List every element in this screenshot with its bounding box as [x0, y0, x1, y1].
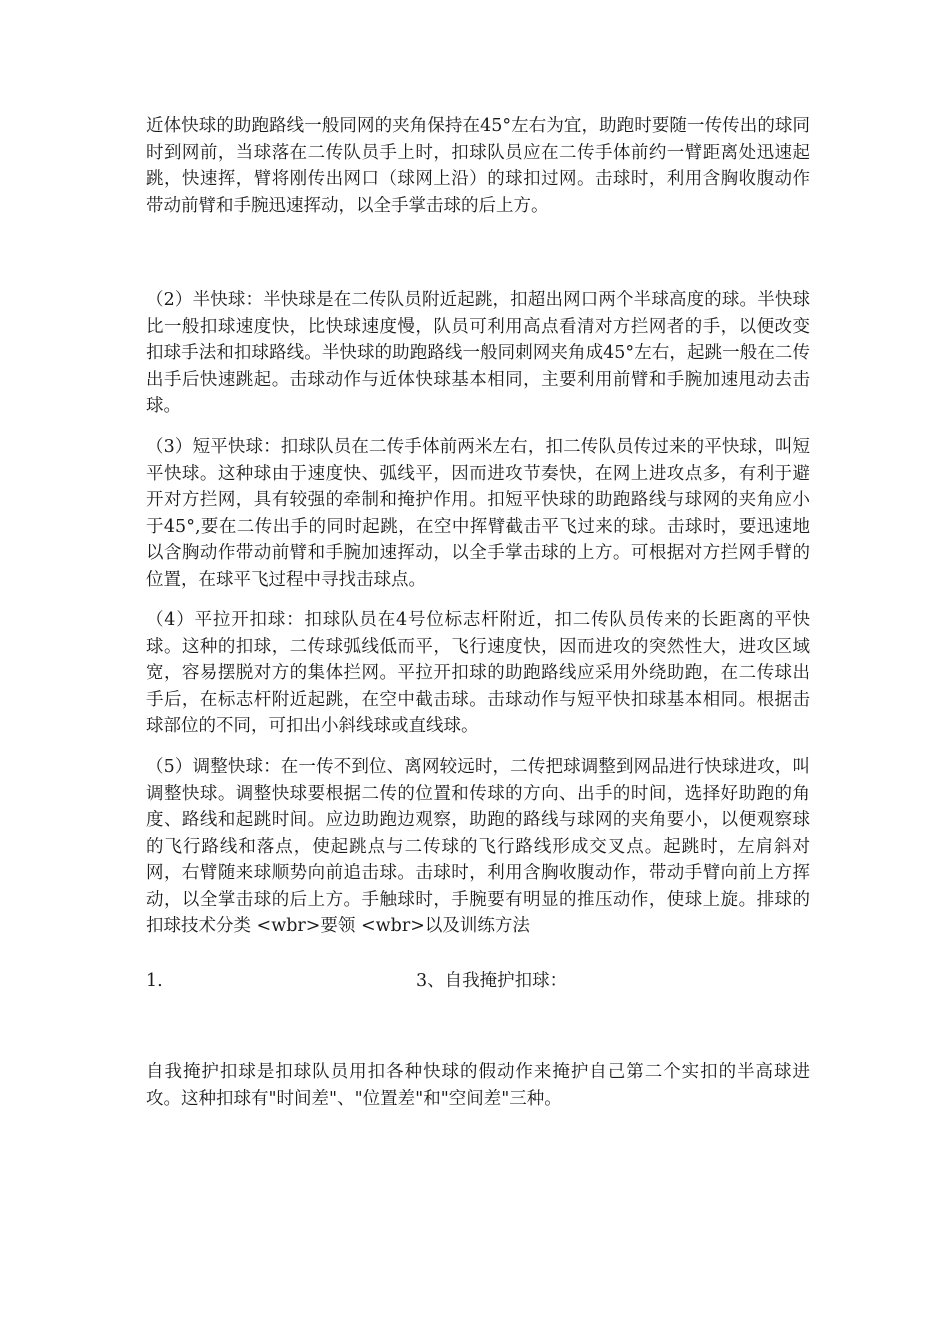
paragraph-quick-ball-approach: 近体快球的助跑路线一般同网的夹角保持在45°左右为宜，助跑时要随一传传出的球同时到网前，当球落在二传队员手上时，扣球队员应在二传手体前约一臂距离处迅速起跳，快速挥，臂将刚传出网口（球网上沿）的球扣过网。击球时，利用含胸收腹动作带动前臂和手腕迅速挥动，以全手掌击球的后上方。	[146, 116, 810, 216]
paragraph-self-cover-spike: 自我掩护扣球是扣球队员用扣各种快球的假动作来掩护自己第二个实扣的半高球进攻。这种扣球有"时间差"、"位置差"和"空间差"三种。	[146, 1062, 810, 1109]
section-heading: 3、自我掩护扣球：	[416, 971, 568, 991]
paragraph-half-quick-ball: （2）半快球：半快球是在二传队员附近起跳，扣超出网口两个半球高度的球。半快球比一般扣球速度快，比快球速度慢，队员可利用高点看清对方拦网者的手，以便改变扣球手法和扣球路线。半快球的助跑路线一般同刺网夹角成45°左右，起跳一般在二传出手后快速跳起。击球动作与近体快球基本相同，主要利用前臂和手腕加速甩动去击球。	[146, 290, 810, 416]
list-item-self-cover-spike	[146, 968, 810, 996]
list-number: 1.	[146, 971, 163, 991]
paragraph-adjusted-quick-ball: （5）调整快球：在一传不到位、离网较远时，二传把球调整到网品进行快球进攻，叫调整快球。调整快球要根据二传的位置和传球的方向、出手的时间，选择好助跑的角度、路线和起跳时间。应边助跑边观察，助跑的路线与球网的夹角要小，以便观察球的飞行路线和落点，使起跳点与二传球的飞行路线形成交叉点。起跳时，左肩斜对网，右臂随来球顺势向前追击球。击球时，利用含胸收腹动作，带动手臂向前上方挥动，以全掌击球的后上方。手触球时，手腕要有明显的推压动作，使球上旋。排球的扣球技术分类 <wbr>要领 <wbr>以及训练方法	[146, 757, 810, 936]
paragraph-flat-open-spike: （4）平拉开扣球：扣球队员在4号位标志杆附近，扣二传队员传来的长距离的平快球。这种的扣球，二传球弧线低而平，飞行速度快，因而进攻的突然性大，进攻区域宽，容易摆脱对方的集体拦网。平拉开扣球的助跑路线应采用外绕助跑，在二传球出手后，在标志杆附近起跳，在空中截击球。击球动作与短平快扣球基本相同。根据击球部位的不同，可扣出小斜线球或直线球。	[146, 610, 810, 736]
paragraph-short-flat-quick-ball: （3）短平快球：扣球队员在二传手体前两米左右，扣二传队员传过来的平快球，叫短平快球。这种球由于速度快、弧线平，因而进攻节奏快，在网上进攻点多，有利于避开对方拦网，具有较强的牵制和掩护作用。扣短平快球的助跑路线与球网的夹角应小于45°,要在二传出手的同时起跳，在空中挥臂截击平飞过来的球。击球时，要迅速地以含胸动作带动前臂和手腕加速挥动，以全手掌击球的上方。可根据对方拦网手臂的位置，在球平飞过程中寻找击球点。	[146, 437, 810, 590]
